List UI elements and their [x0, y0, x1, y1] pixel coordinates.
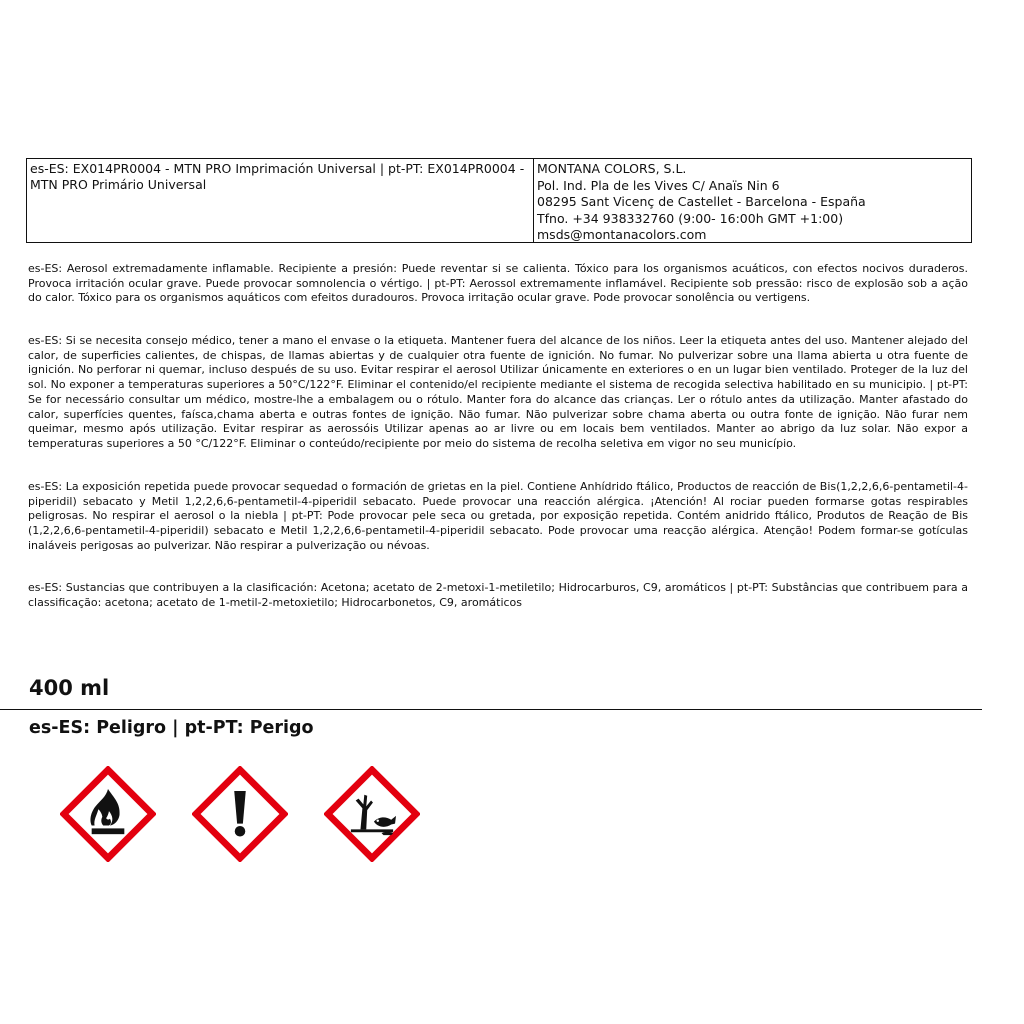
precautionary-statements: es-ES: Si se necesita consejo médico, tener a mano el envase o la etiqueta. Mantener fuera del alcance de los niños. Leer la etiqueta antes del uso. Mantener alejado del calor, de superficies calientes, de chispas, de llamas abiertas y de cualquier otra fuente de ignición. No fumar. No pulverizar sobre una llama abierta u otra fuente de ignición. No perforar ni quemar, incluso después de su uso. Evitar respirar el aerosol Utilizar únicamente en exteriores o en un lugar bien ventilado. Proteger de la luz del sol. No exponer a temperaturas superiores a 50°C/122°F. Eliminar el contenido/el recipiente mediante el sistema de recogida selectiva habilitado en su municipio. | pt-PT: Se for necessário consultar um médico, mostre-lhe a embalagem ou o rótulo. Manter fora do alcance das crianças. Ler o rótulo antes da utilização. Manter afastado do calor, superfícies quentes, faísca,chama aberta e outras fontes de ignição. Não fumar. Não pulverizar sobre chama aberta ou outra fonte de ignição. Não furar nem queimar, mesmo após utilização. Evitar respirar as aerossóis Utilizar apenas ao ar livre ou em locais bem ventilados. Manter ao abrigo da luz solar. Não expor a temperaturas superiores a 50 °C/122°F. Eliminar o conteúdo/recipiente por meio do sistema de recolha seletiva em vigor no seu município. — [28, 334, 968, 450]
signal-word: es-ES: Peligro | pt-PT: Perigo — [29, 718, 314, 738]
company-city: 08295 Sant Vicenç de Castellet - Barcelona - España — [537, 194, 866, 209]
supplemental-information: es-ES: La exposición repetida puede provocar sequedad o formación de grietas en la piel. Contiene Anhídrido ftálico, Productos de reacción de Bis(1,2,2,6,6-pentametil-4-piperidil) sebacato y Metil 1,2,2,6,6-pentametil-4-piperidil sebacato. Puede provocar una reacción alérgica. ¡Atención! Al rociar pueden formarse gotas respirables peligrosas. No respirar el aerosol o la niebla | pt-PT: Pode provocar pele seca ou gretada, por exposição repetida. Contém anidrido ftálico, Produtos de Reação de Bis (1,2,2,6,6-pentametil-4-piperidil) sebacato e Metil 1,2,2,6,6-pentametil-4-piperidil sebacato. Pode provocar uma reacção alérgica. Atenção! Podem formar-se gotículas inaláveis perigosas ao pulverizar. Não respirar a pulverização ou névoas. — [28, 480, 968, 552]
product-identifier: es-ES: EX014PR0004 - MTN PRO Imprimación Universal | pt-PT: EX014PR0004 - MTN PRO Primário Universal — [27, 159, 534, 242]
hazard-pictograms — [60, 766, 420, 862]
volume-label: 400 ml — [29, 676, 110, 700]
flame-icon — [60, 766, 156, 862]
contributing-substances: es-ES: Sustancias que contribuyen a la clasificación: Acetona; acetato de 2-metoxi-1-metiletilo; Hidrocarburos, C9, aromáticos | pt-PT: Substâncias que contribuem para a classificação: acetona; acetato de 1-metil-2-metoxietilo; Hidrocarbonetos, C9, aromáticos — [28, 581, 968, 609]
divider — [0, 709, 982, 710]
company-address: Pol. Ind. Pla de les Vives C/ Anaïs Nin 6 — [537, 177, 780, 193]
supplier-info — [534, 159, 971, 242]
exclamation-icon — [192, 766, 288, 862]
header-box — [26, 158, 972, 243]
company-phone: Tfno. +34 938332760 (9:00- 16:00h GMT +1:00) — [537, 210, 844, 226]
company-name: MONTANA COLORS, S.L. — [537, 161, 687, 176]
environment-icon — [324, 766, 420, 862]
hazard-statements: es-ES: Aerosol extremadamente inflamable. Recipiente a presión: Puede reventar si se calienta. Tóxico para los organismos acuáticos, con efectos nocivos duraderos. Provoca irritación ocular grave. Puede provocar somnolencia o vértigo. | pt-PT: Aerossol extremamente inflamável. Recipiente sob pressão: risco de explosão sob a ação do calor. Tóxico para os organismos aquáticos com efeitos duradouros. Provoca irritação ocular grave. Pode provocar sonolência ou vertigens. — [28, 262, 968, 305]
company-email: msds@montanacolors.com — [537, 227, 707, 242]
